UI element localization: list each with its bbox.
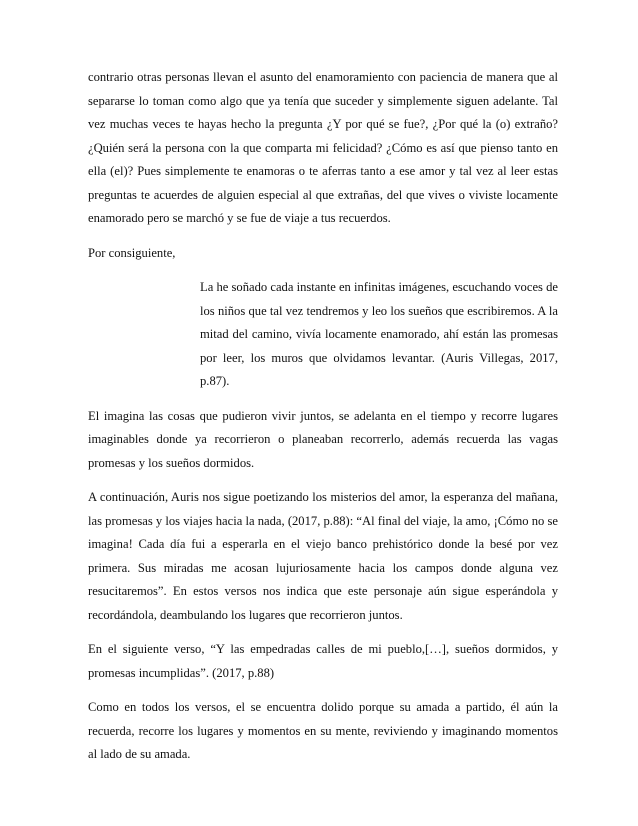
paragraph-analysis-1: El imagina las cosas que pudieron vivir juntos, se adelanta en el tiempo y recorre lugares imaginables donde ya recorrieron o planeaban recorrerlo, además recuerda las vagas promesas y los sueños dormidos. — [88, 408, 558, 470]
paragraph-analysis-2: A continuación, Auris nos sigue poetizando los misterios del amor, la esperanza del mañana, las promesas y los viajes hacia la nada, (2017, p.88): “Al final del viaje, la amo, ¡Cómo no se imagina! Cada día fui a esperarla en el viejo banco prehistórico donde la besé por vez primera. Sus miradas me acosan lujuriosamente hacia los campos donde alguna vez resucitaremos”. En estos versos nos indica que este personaje aún sigue esperándola y recordándola, deambulando los lugares que recorrieron juntos. — [88, 490, 558, 622]
paragraph-transition: Por consiguiente, — [88, 245, 176, 260]
paragraph-intro: contrario otras personas llevan el asunto del enamoramiento con paciencia de manera que al separarse lo toman como algo que ya tenía que suceder y simplemente siguen adelante. Tal vez muchas veces te hayas hecho la pregunta ¿Y por qué se fue?, ¿Por qué la (o) extraño? ¿Quién será la persona con la que comparta mi felicidad? ¿Cómo es así que pienso tanto en ella (el)? Pues simplemente te enamoras o te aferras tanto a ese amor y tal vez al leer estas preguntas te acuerdes de alguien especial al que extrañas, del que vives o viviste locamente enamorado pero se marchó y se fue de viaje a tus recuerdos. — [88, 70, 558, 225]
paragraph-analysis-4: Como en todos los versos, el se encuentra dolido porque su amada a partido, él aún la recuerda, recorre los lugares y momentos en su mente, reviviendo y imaginando momentos al lado de su amada. — [88, 700, 558, 761]
block-quote: La he soñado cada instante en infinitas imágenes, escuchando voces de los niños que tal vez tendremos y leo los sueños que escribiremos. A la mitad del camino, vivía locamente enamorado, ahí están las promesas por leer, los muros que olvidamos levantar. (Auris Villegas, 2017, p.87). — [200, 280, 558, 388]
paragraph-analysis-3: En el siguiente verso, “Y las empedradas calles de mi pueblo,[…], sueños dormidos, y promesas incumplidas”. (2017, p.88) — [88, 642, 558, 680]
